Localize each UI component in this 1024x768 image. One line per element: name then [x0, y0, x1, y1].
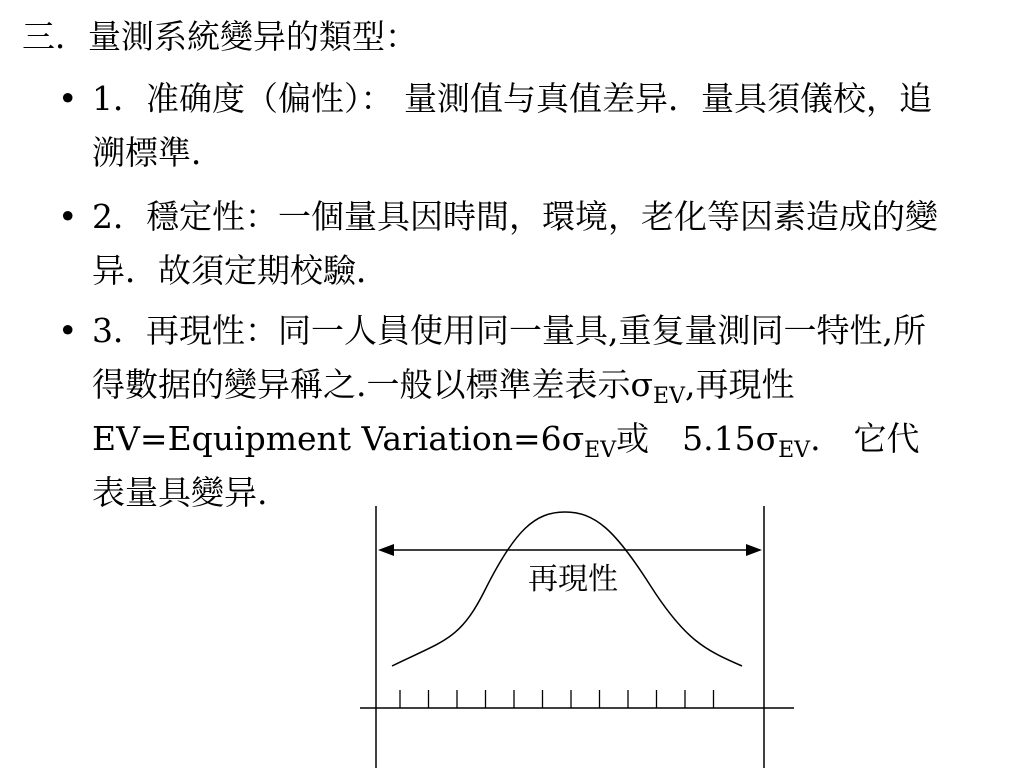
- bullet-marker: •: [58, 311, 78, 350]
- axis-ticks: [400, 690, 714, 708]
- reproducibility-label: 再現性: [528, 562, 618, 597]
- bullet-item-stability: [58, 190, 948, 298]
- distribution-diagram: [350, 500, 800, 768]
- bullet-marker: •: [58, 197, 78, 236]
- text-segment: . 它代表量具變异.: [92, 419, 920, 512]
- text-segment: 3．再現性：同一人員使用同一量具,重复量測同一特性,所得數据的變异稱之.一般以標準差表示σ: [92, 311, 926, 404]
- diagram-svg: [350, 500, 800, 768]
- bullet-text: [92, 304, 948, 520]
- bullet-text: 2．穩定性：一個量具因時間，環境，老化等因素造成的變异．故須定期校驗．: [92, 197, 938, 290]
- slide-title: 三．量測系統變异的類型：: [22, 17, 418, 56]
- bullet-marker: •: [58, 79, 78, 118]
- subscript: EV: [653, 384, 685, 409]
- bullet-text: 1．准确度（偏性）： 量測值与真值差异．量具須儀校，追溯標準．: [92, 79, 932, 172]
- range-arrow-right-head: [746, 544, 762, 556]
- text-segment: 或 5.15σ: [616, 419, 779, 458]
- bullet-item-accuracy: [58, 72, 948, 180]
- bullet-item-reproducibility: [58, 304, 948, 520]
- subscript: EV: [584, 438, 617, 463]
- text-segment: ,再現性EV=Equipment Variation=6σ: [92, 365, 795, 458]
- subscript: EV: [778, 438, 811, 463]
- range-arrow-left-head: [378, 544, 394, 556]
